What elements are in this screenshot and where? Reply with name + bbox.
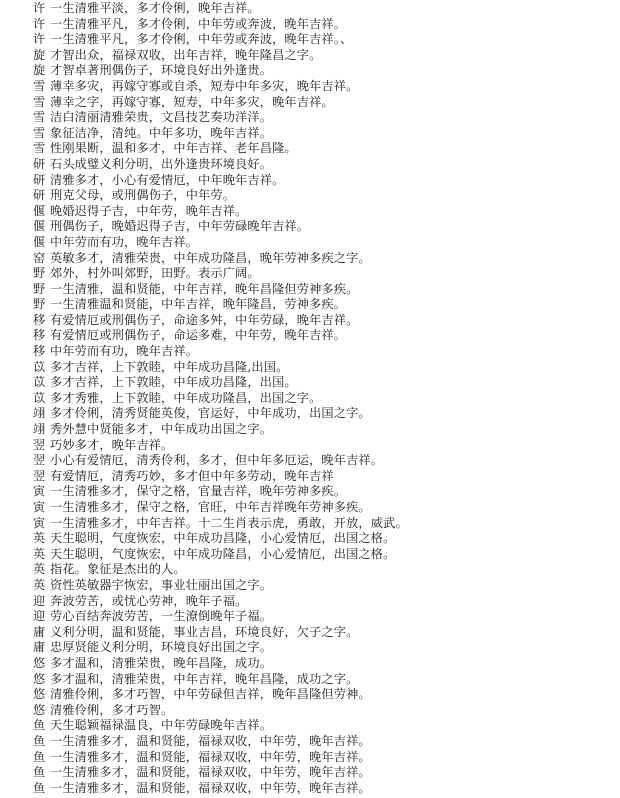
list-item — [33, 344, 613, 360]
entry-character: 野 — [33, 297, 46, 312]
entry-description: 象征洁净，清纯。中年多功，晚年吉祥。 — [50, 125, 273, 140]
entry-character: 庸 — [33, 624, 46, 639]
entry-description: 才智卓著刑偶伤子，环境良好出外逢贵。 — [50, 63, 273, 78]
list-item — [33, 251, 613, 267]
list-item — [33, 297, 613, 313]
entry-character: 移 — [33, 344, 46, 359]
entry-description: 清雅伶俐，多才巧智。 — [50, 702, 174, 717]
entry-character: 鱼 — [33, 780, 46, 795]
entry-character: 英 — [33, 577, 46, 592]
entry-character: 英 — [33, 531, 46, 546]
entry-description: 多才温和，清雅荣贵，中年吉祥，晚年昌隆，成功之字。 — [50, 671, 359, 686]
entry-description: 一生清雅多才，温和贤能，福禄双收，中年劳，晚年吉祥。 — [50, 765, 371, 780]
entry-character: 研 — [33, 156, 46, 171]
list-item — [33, 640, 613, 656]
entry-description: 多才吉祥，上下敦睦，中年成功昌隆，出国。 — [50, 375, 297, 390]
list-item — [33, 313, 613, 329]
list-item — [33, 406, 613, 422]
entry-character: 苡 — [33, 375, 46, 390]
entry-character: 鱼 — [33, 749, 46, 764]
entry-description: 天生聪明，气度恢宏，中年成功昌隆，小心爱情厄，出国之格。 — [50, 531, 396, 546]
entry-description: 石头成璧义利分明，出外逢贵环境良好。 — [50, 156, 273, 171]
entry-description: 资性英敏器宇恢宏，事业壮丽出国之字。 — [50, 577, 273, 592]
entry-character: 庸 — [33, 640, 46, 655]
list-item — [33, 391, 613, 407]
entry-description: 多才吉祥，上下敦睦，中年成功昌隆,出国。 — [50, 359, 289, 374]
list-item — [33, 562, 613, 578]
entry-character: 研 — [33, 188, 46, 203]
list-item — [33, 594, 613, 610]
list-item — [33, 453, 613, 469]
entry-character: 翌 — [33, 437, 46, 452]
entry-description: 薄幸之字，再嫁守寡，短寿，中年多灾，晚年吉祥。 — [50, 94, 334, 109]
entry-character: 翌 — [33, 468, 46, 483]
entry-character: 野 — [33, 266, 46, 281]
entry-character: 旋 — [33, 47, 46, 62]
list-item — [33, 173, 613, 189]
entry-description: 一生清雅平凡，多才伶俐，中年劳或奔波，晚年吉祥。、 — [50, 32, 353, 47]
entry-description: 多才秀雅，上下敦睦，中年成功隆昌，出国之字。 — [50, 390, 322, 405]
entry-character: 苡 — [33, 359, 46, 374]
list-item — [33, 750, 613, 766]
entry-description: 义利分明，温和贤能，事业吉昌，环境良好，欠子之字。 — [50, 624, 359, 639]
entry-character: 移 — [33, 328, 46, 343]
entry-character: 翌 — [33, 453, 46, 468]
entry-description: 巧妙多才，晚年吉祥。 — [50, 437, 174, 452]
entry-character: 野 — [33, 281, 46, 296]
entry-description: 一生清雅多才，温和贤能，福禄双收，中年劳，晚年吉祥。 — [50, 733, 371, 748]
entry-description: 一生清雅，温和贤能，中年吉祥，晚年昌隆但劳神多疾。 — [50, 281, 359, 296]
entry-description: 小心有爱情厄，清秀伶利，多才，但中年多厄运，晚年吉祥。 — [50, 453, 384, 468]
list-item — [33, 734, 613, 750]
list-item — [33, 95, 613, 111]
entry-description: 一生清雅多才，中年吉祥。十二生肖表示虎，勇敢，开放，威武。 — [50, 515, 408, 530]
entry-character: 悠 — [33, 702, 46, 717]
list-item — [33, 484, 613, 500]
list-item — [33, 672, 613, 688]
list-item — [33, 360, 613, 376]
entry-description: 晚婚迟得子吉，中年劳，晚年吉祥。 — [50, 203, 248, 218]
entry-description: 郊外，村外叫郊野，田野。表示广阔。 — [50, 266, 260, 281]
entry-description: 一生清雅多才，温和贤能，福禄双收，中年劳，晚年吉祥。 — [50, 780, 371, 795]
entry-description: 才智出众，福禄双收，出年吉祥，晚年隆昌之字。 — [50, 47, 322, 62]
entry-character: 翊 — [33, 406, 46, 421]
entry-character: 偃 — [33, 219, 46, 234]
entry-description: 清雅伶俐，多才巧智，中年劳碌但吉祥，晚年昌隆但劳神。 — [50, 687, 371, 702]
entry-description: 性刚果断，温和多才，中年吉祥、老年昌隆。 — [50, 141, 297, 156]
entry-character: 英 — [33, 562, 46, 577]
entry-description: 奔波劳苦，或忧心劳神，晚年子福。 — [50, 593, 248, 608]
list-item — [33, 531, 613, 547]
list-item — [33, 110, 613, 126]
entry-character: 偃 — [33, 203, 46, 218]
entry-character: 移 — [33, 312, 46, 327]
entry-character: 雪 — [33, 110, 46, 125]
entry-character: 英 — [33, 546, 46, 561]
entry-description: 有爱情厄或刑偶伤子，命途多舛，中年劳碌，晚年吉祥。 — [50, 312, 359, 327]
entry-character: 鱼 — [33, 718, 46, 733]
entry-description: 刑克父母，或刑偶伤子，中年劳。 — [50, 188, 236, 203]
list-item — [33, 625, 613, 641]
list-item — [33, 282, 613, 298]
list-item — [33, 703, 613, 719]
list-item — [33, 781, 613, 797]
entry-character: 寅 — [33, 500, 46, 514]
list-item — [33, 578, 613, 594]
list-item — [33, 79, 613, 95]
entry-character: 许 — [33, 16, 46, 31]
entry-description: 一生清雅平凡，多才伶俐，中年劳或奔波，晚年吉祥。 — [50, 16, 347, 31]
entry-character: 雪 — [33, 141, 46, 156]
entry-character: 鱼 — [33, 765, 46, 780]
list-item — [33, 687, 613, 703]
list-item — [33, 516, 613, 532]
list-item — [33, 422, 613, 438]
entry-character: 许 — [33, 1, 46, 15]
entry-character: 雪 — [33, 78, 46, 93]
entry-description: 一生清雅多才，保守之格，官旺，中年吉祥晚年劳神多疾。 — [50, 500, 371, 514]
entry-description: 有爱情厄或刑偶伤子，命运多难，中年劳，晚年吉祥。 — [50, 328, 347, 343]
entry-description: 一生清雅温和贤能，中年吉祥，晚年隆昌，劳神多疾。 — [50, 297, 347, 312]
entry-character: 窑 — [33, 250, 46, 265]
entry-description: 英敏多才，清雅荣贵，中年成功隆昌，晚年劳神多疾之字。 — [50, 250, 371, 265]
entry-description: 中年劳而有功，晚年吉祥。 — [50, 344, 199, 359]
list-item — [33, 48, 613, 64]
list-item — [33, 500, 613, 516]
entry-description: 劳心百结奔波劳苦，一生潦倒晚年子福。 — [50, 609, 273, 624]
entry-description: 忠厚贤能义利分明，环境良好出国之字。 — [50, 640, 273, 655]
entry-description: 天生聪明，气度恢宏，中年成功隆昌，小心爱情厄，出国之格。 — [50, 546, 396, 561]
list-item — [33, 1, 613, 17]
entry-character: 寅 — [33, 484, 46, 499]
entry-character: 旋 — [33, 63, 46, 78]
list-item — [33, 328, 613, 344]
entry-description: 薄幸多灾，再嫁守寡或自杀，短寿中年多灾，晚年吉祥。 — [50, 78, 359, 93]
entry-character: 寅 — [33, 515, 46, 530]
list-item — [33, 547, 613, 563]
entry-character: 许 — [33, 32, 46, 47]
list-item — [33, 266, 613, 282]
entry-description: 一生清雅多才，保守之格，官量吉祥，晚年劳神多疾。 — [50, 484, 347, 499]
list-item — [33, 469, 613, 485]
entry-description: 天生聪颖福禄温良，中年劳碌晚年吉祥。 — [50, 718, 273, 733]
list-item — [33, 375, 613, 391]
list-item — [33, 188, 613, 204]
entry-description: 一生清雅平淡，多才伶俐，晚年吉祥。 — [50, 1, 260, 15]
list-item — [33, 32, 613, 48]
list-item — [33, 63, 613, 79]
entry-character: 偃 — [33, 234, 46, 249]
entry-description: 中年劳而有功，晚年吉祥。 — [50, 234, 199, 249]
entry-character: 鱼 — [33, 733, 46, 748]
entry-description: 洁白清丽清雅荣贵，文昌技艺奏功洋洋。 — [50, 110, 273, 125]
list-item — [33, 235, 613, 251]
entry-character: 研 — [33, 172, 46, 187]
list-item — [33, 438, 613, 454]
list-item — [33, 17, 613, 33]
name-meaning-list — [33, 1, 613, 796]
entry-description: 秀外慧中贤能多才，中年成功出国之字。 — [50, 422, 273, 437]
list-item — [33, 157, 613, 173]
entry-character: 悠 — [33, 687, 46, 702]
list-item — [33, 609, 613, 625]
entry-description: 多才伶俐，清秀贤能英俊，官运好，中年成功，出国之字。 — [50, 406, 371, 421]
list-item — [33, 765, 613, 781]
entry-description: 清雅多才，小心有爱情厄，中年晚年吉祥。 — [50, 172, 285, 187]
list-item — [33, 126, 613, 142]
list-item — [33, 204, 613, 220]
list-item — [33, 141, 613, 157]
entry-character: 翊 — [33, 422, 46, 437]
list-item — [33, 219, 613, 235]
entry-character: 雪 — [33, 94, 46, 109]
list-item — [33, 656, 613, 672]
entry-description: 指花。象征是杰出的人。 — [50, 562, 186, 577]
entry-character: 悠 — [33, 671, 46, 686]
entry-character: 迎 — [33, 609, 46, 624]
entry-character: 苡 — [33, 390, 46, 405]
entry-description: 刑偶伤子，晚婚迟得子吉，中年劳碌晚年吉祥。 — [50, 219, 310, 234]
list-item — [33, 718, 613, 734]
entry-description: 多才温和，清雅荣贵，晚年昌隆，成功。 — [50, 655, 273, 670]
entry-description: 一生清雅多才，温和贤能，福禄双收，中年劳，晚年吉祥。 — [50, 749, 371, 764]
entry-character: 迎 — [33, 593, 46, 608]
entry-description: 有爱情厄，清秀巧妙，多才但中年多劳动，晚年吉祥 — [50, 468, 334, 483]
entry-character: 雪 — [33, 125, 46, 140]
entry-character: 悠 — [33, 655, 46, 670]
